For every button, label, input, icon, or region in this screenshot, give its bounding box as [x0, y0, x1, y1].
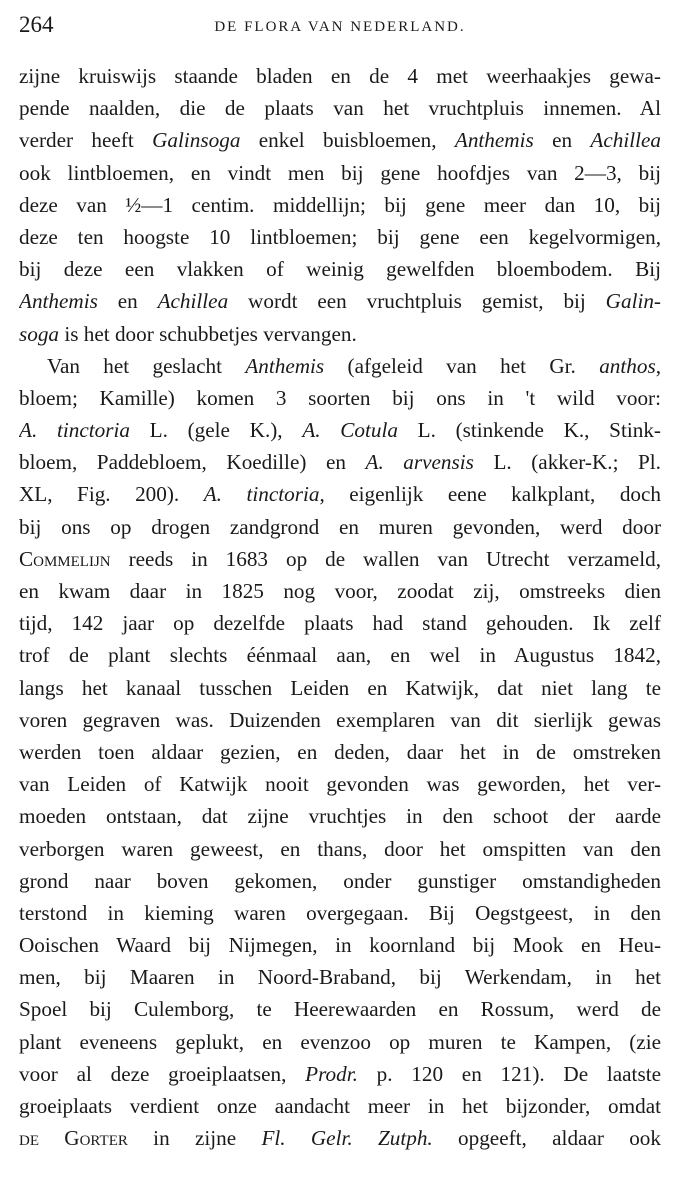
italic-text: soga [19, 321, 60, 346]
italic-text: A. Cotula [302, 418, 398, 443]
text-line [19, 1058, 661, 1090]
text-segment: L. (akker-K.; Pl. [473, 450, 661, 475]
text-segment: p. 120 en 121). De laatste [357, 1061, 661, 1086]
text-segment: trof de plant slechts éénmaal aan, en wel in Augustus 1842, [19, 643, 661, 668]
text-segment: L. (gele K.), [129, 418, 303, 443]
text-segment: Ooischen Waard bij Nijmegen, in koornland bij Mook en Heu- [19, 933, 661, 958]
text-line [19, 543, 661, 575]
text-segment: Spoel bij Culemborg, te Heerewaarden en Rossum, werd de [19, 997, 661, 1022]
text-line [19, 92, 661, 124]
text-segment: bloem, Paddebloem, Koedille) en [19, 450, 366, 475]
text-segment: (afgeleid van het Gr. [324, 353, 600, 378]
text-line [19, 318, 661, 350]
body-text [19, 60, 661, 1154]
text-line [19, 833, 661, 865]
text-line [19, 414, 661, 446]
italic-text: anthos [599, 353, 656, 378]
text-segment: reeds in 1683 op de wallen van Utrecht verzameld, [110, 546, 661, 571]
text-line [19, 1090, 661, 1122]
text-segment: Van het geslacht [47, 353, 246, 378]
text-segment: groeiplaats verdient onze aandacht meer in het bijzonder, omdat [19, 1094, 661, 1118]
text-segment: werden toen aldaar gezien, en deden, daar het in de omstreken [19, 739, 661, 764]
text-segment: XL, Fig. 200). [19, 482, 204, 507]
text-line [19, 575, 661, 607]
text-segment: bloem; Kamille) komen 3 soorten bij ons in 't wild voor: [19, 385, 661, 410]
text-segment: terstond in kieming waren overgegaan. Bij Oegstgeest, in den [19, 900, 661, 925]
text-segment: langs het kanaal tusschen Leiden en Katwijk, dat niet lang te [19, 675, 661, 700]
text-line [19, 1122, 661, 1154]
page-header [19, 10, 661, 40]
text-segment: van Leiden of Katwijk nooit gevonden was geworden, het ver- [19, 772, 661, 797]
text-line [19, 993, 661, 1025]
italic-text: Anthemis [454, 128, 534, 153]
text-line [19, 350, 661, 382]
running-title: DE FLORA VAN NEDERLAND. [214, 19, 466, 35]
text-line [19, 768, 661, 800]
text-line [19, 124, 661, 156]
italic-text: Galinsoga [152, 128, 241, 153]
text-segment: en [533, 128, 591, 153]
text-line [19, 478, 661, 510]
text-segment: opgeeft, aldaar ook [432, 1126, 661, 1151]
small-caps-name: de Gorter [19, 1126, 128, 1151]
text-segment: pende naalden, die de plaats van het vruchtpluis innemen. Al [19, 96, 661, 121]
text-segment: enkel buisbloemen, [240, 128, 455, 153]
text-segment: grond naar boven gekomen, onder gunstiger omstandigheden [19, 868, 661, 893]
text-line [19, 929, 661, 961]
text-segment: tijd, 142 jaar op dezelfde plaats had stand gehouden. Ik zelf [19, 611, 661, 636]
text-segment: , [655, 353, 661, 378]
text-segment: is het door schubbetjes vervangen. [59, 321, 357, 346]
italic-text: Anthemis [19, 289, 98, 314]
italic-text: A. tinctoria [19, 418, 130, 443]
text-segment: voren gegraven was. Duizenden exemplaren van dit sierlijk gewas [19, 707, 661, 732]
text-line [19, 607, 661, 639]
italic-text: A. arvensis [365, 450, 474, 475]
text-segment: moeden ontstaan, dat zijne vruchtjes in den schoot der aarde [19, 804, 661, 829]
text-segment: verder heeft [19, 128, 153, 153]
text-segment: ook lintbloemen, en vindt men bij gene hoofdjes van 2—3, bij [19, 160, 661, 185]
text-segment: zijne kruiswijs staande bladen en de 4 met weerhaakjes gewa- [19, 64, 661, 88]
text-segment: bij ons op drogen zandgrond en muren gevonden, werd door [19, 514, 661, 539]
italic-text: Anthemis [245, 353, 325, 378]
italic-text: Fl. Gelr. Zutph. [261, 1126, 433, 1151]
text-line [19, 189, 661, 221]
text-line [19, 736, 661, 768]
text-segment: L. (stinkende K., Stink- [397, 418, 661, 443]
text-segment: plant eveneens geplukt, en evenzoo op muren te Kampen, (zie [19, 1029, 661, 1054]
text-segment: verborgen waren geweest, en thans, door het omspitten van den [19, 836, 661, 861]
text-line [19, 446, 661, 478]
text-segment: wordt een vruchtpluis gemist, bij [228, 289, 606, 314]
text-line [19, 961, 661, 993]
text-segment: deze van ½—1 centim. middellijn; bij gene meer dan 10, bij [19, 192, 661, 217]
italic-text: A. tinctoria [203, 482, 320, 507]
italic-text: Achillea [590, 128, 661, 153]
italic-text: Achillea [157, 289, 229, 314]
text-line [19, 382, 661, 414]
text-segment: en kwam daar in 1825 nog voor, zoodat zij, omstreeks dien [19, 579, 661, 603]
text-segment: in zijne [127, 1126, 262, 1151]
page-number: 264 [19, 12, 54, 37]
small-caps-name: Commelijn [19, 546, 111, 571]
text-line [19, 253, 661, 285]
text-line [19, 800, 661, 832]
text-segment: deze ten hoogste 10 lintbloemen; bij gene een kegelvormigen, [19, 224, 661, 249]
text-line [19, 511, 661, 543]
text-line [19, 639, 661, 671]
italic-text: Prodr. [305, 1061, 358, 1086]
text-segment: en [97, 289, 158, 314]
italic-text: Galin- [605, 289, 661, 314]
text-line [19, 157, 661, 189]
text-line [19, 897, 661, 929]
text-segment: voor al deze groeiplaatsen, [19, 1061, 306, 1086]
text-line [19, 672, 661, 704]
text-line [19, 285, 661, 317]
text-line [19, 1026, 661, 1058]
text-line [19, 60, 661, 92]
text-line [19, 865, 661, 897]
text-line [19, 704, 661, 736]
text-segment: men, bij Maaren in Noord-Braband, bij Werkendam, in het [19, 965, 661, 990]
text-segment: bij deze een vlakken of weinig gewelfden bloembodem. Bij [19, 257, 661, 282]
text-segment: , eigenlijk eene kalkplant, doch [319, 482, 661, 507]
text-line [19, 221, 661, 253]
